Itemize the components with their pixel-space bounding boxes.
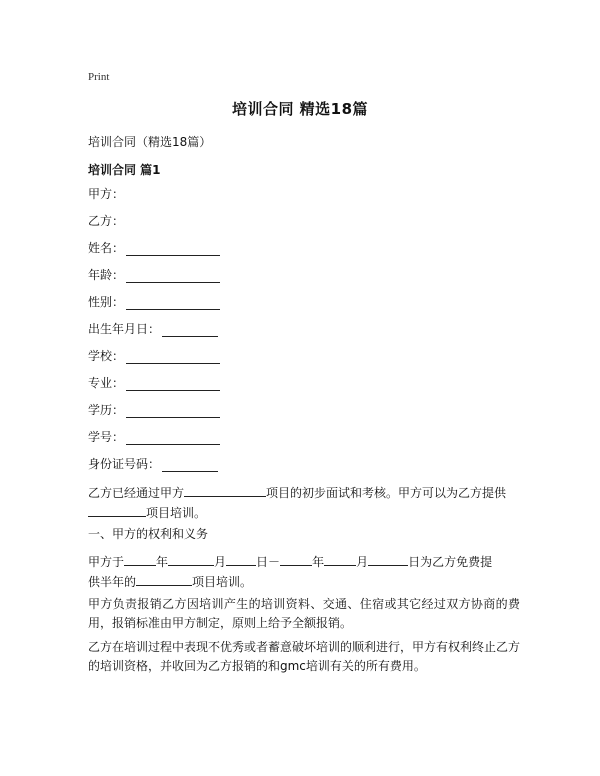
student-id-label: 学号： bbox=[88, 430, 125, 444]
p3-text-d: 日－ bbox=[256, 555, 281, 569]
p3-blank-4 bbox=[280, 552, 312, 566]
gender-field bbox=[88, 292, 220, 310]
paragraph-5: 乙方在培训过程中表现不优秀或者蓄意破坏培训的顺利进行，甲方有权利终止乙方的培训资格，并收回为乙方报销的和gmc培训有关的所有费用。 bbox=[88, 640, 521, 673]
school-field bbox=[88, 346, 220, 364]
document-title: 培训合同 精选18篇 bbox=[231, 100, 369, 118]
print-label: Print bbox=[88, 71, 110, 83]
name-blank bbox=[126, 241, 220, 256]
p3-blank-1 bbox=[124, 552, 156, 566]
p3-blank-2 bbox=[168, 552, 214, 566]
p3-text-a: 甲方于 bbox=[88, 555, 125, 569]
id-number-field bbox=[88, 454, 218, 472]
name-field bbox=[88, 238, 220, 256]
p1-blank-2 bbox=[88, 503, 146, 517]
p3-text-g: 日为乙方免费提 bbox=[408, 555, 493, 569]
school-label: 学校： bbox=[88, 349, 125, 363]
id-number-label: 身份证号码： bbox=[88, 457, 161, 471]
major-label: 专业： bbox=[88, 376, 125, 390]
major-field bbox=[88, 373, 220, 391]
section-heading: 培训合同 篇1 bbox=[88, 163, 161, 177]
p3-text-f: 月 bbox=[356, 555, 369, 569]
p3-text-b: 年 bbox=[156, 555, 169, 569]
p1-blank-1 bbox=[184, 483, 266, 497]
gender-blank bbox=[126, 295, 220, 310]
p3-blank-6 bbox=[368, 552, 408, 566]
p3-text-i: 项目培训。 bbox=[192, 575, 253, 589]
education-label: 学历： bbox=[88, 403, 125, 417]
school-blank bbox=[126, 349, 220, 364]
party-a-label: 甲方： bbox=[88, 187, 125, 201]
id-number-blank bbox=[162, 457, 218, 472]
p3-text-e: 年 bbox=[312, 555, 325, 569]
p3-text-c: 月 bbox=[214, 555, 227, 569]
student-id-field bbox=[88, 427, 220, 445]
p1-text-c: 项目培训。 bbox=[146, 506, 207, 520]
p3-blank-3 bbox=[226, 552, 256, 566]
p3-blank-7 bbox=[136, 572, 192, 586]
paragraph-3 bbox=[88, 552, 520, 592]
age-field bbox=[88, 265, 220, 283]
paragraph-4: 甲方负责报销乙方因培训产生的培训资料、交通、住宿或其它经过双方协商的费用，报销标准由甲方制定，原则上给予全额报销。 bbox=[88, 597, 520, 630]
p3-blank-5 bbox=[324, 552, 356, 566]
age-blank bbox=[126, 268, 220, 283]
student-id-blank bbox=[126, 430, 220, 445]
birthdate-label: 出生年月日： bbox=[88, 322, 161, 336]
paragraph-1 bbox=[88, 483, 520, 523]
document-subtitle: 培训合同（精选18篇） bbox=[88, 135, 212, 149]
age-label: 年龄： bbox=[88, 268, 125, 282]
birthdate-field bbox=[88, 319, 218, 337]
major-blank bbox=[126, 376, 220, 391]
p1-text-b: 项目的初步面试和考核。甲方可以为乙方提供 bbox=[266, 486, 507, 500]
party-b-field bbox=[88, 211, 124, 229]
party-a-field bbox=[88, 184, 124, 202]
birthdate-blank bbox=[162, 322, 218, 337]
party-b-label: 乙方： bbox=[88, 214, 125, 228]
paragraph-2: 一、甲方的权利和义务 bbox=[88, 527, 209, 541]
education-field bbox=[88, 400, 220, 418]
gender-label: 性别： bbox=[88, 295, 125, 309]
name-label: 姓名： bbox=[88, 241, 125, 255]
education-blank bbox=[126, 403, 220, 418]
p1-text-a: 乙方已经通过甲方 bbox=[88, 486, 185, 500]
p3-text-h: 供半年的 bbox=[88, 575, 137, 589]
